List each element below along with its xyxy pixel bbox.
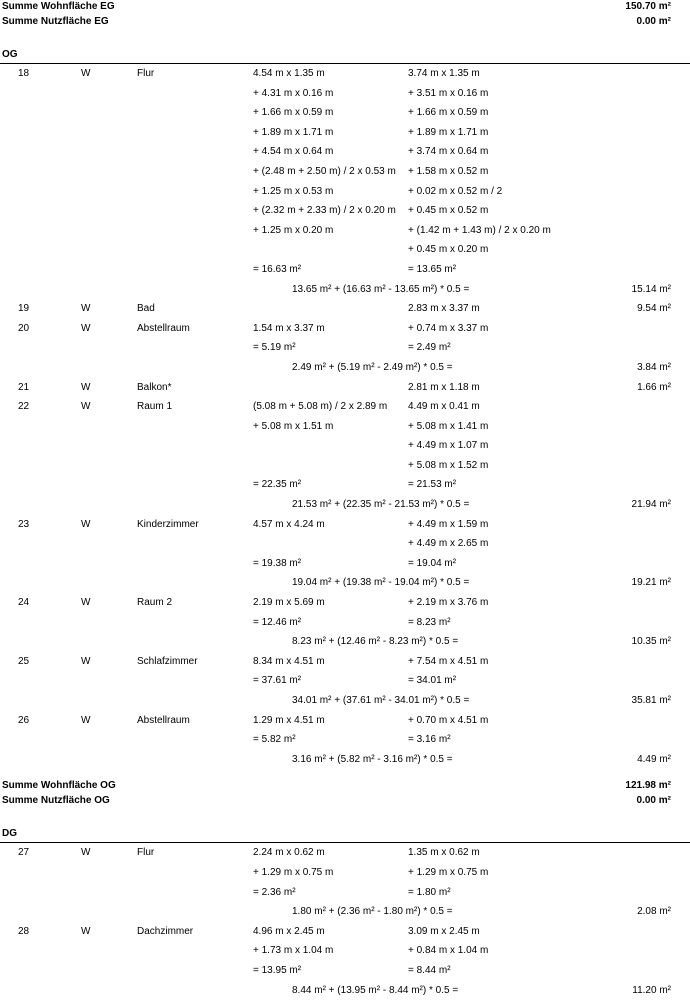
dimension-gross: 8.34 m x 4.51 m — [253, 655, 325, 667]
table-row — [0, 142, 690, 162]
table-row — [0, 843, 690, 863]
table-row — [0, 534, 690, 554]
table-row — [0, 182, 690, 202]
dimension-gross: + 5.08 m x 1.51 m — [253, 420, 334, 432]
dimension-net: + 1.58 m x 0.52 m — [408, 165, 489, 177]
table-row — [0, 883, 690, 903]
dimension-gross: = 16.63 m² — [253, 263, 302, 275]
dimension-net: + 3.51 m x 0.16 m — [408, 87, 489, 99]
area-result: 1.66 m² — [637, 381, 671, 393]
table-row — [0, 632, 690, 652]
dimension-gross: + 1.29 m x 0.75 m — [253, 866, 334, 878]
dimension-net: + 1.89 m x 1.71 m — [408, 126, 489, 138]
area-formula: 34.01 m² + (37.61 m² - 34.01 m²) * 0.5 = — [292, 695, 470, 706]
room-number: 27 — [18, 847, 30, 859]
dimension-gross: + (2.48 m + 2.50 m) / 2 x 0.53 m — [253, 165, 396, 177]
dimension-gross: 2.24 m x 0.62 m — [253, 847, 325, 859]
table-row — [0, 691, 690, 711]
dimension-gross: = 5.19 m² — [253, 342, 296, 354]
dimension-gross: 4.54 m x 1.35 m — [253, 68, 325, 79]
dimension-net: = 19.04 m² — [408, 557, 457, 569]
og-summary — [0, 779, 690, 809]
dimension-gross: 1.29 m x 4.51 m — [253, 714, 325, 726]
dimension-net: = 34.01 m² — [408, 675, 457, 687]
table-row — [0, 123, 690, 143]
table-row — [0, 515, 690, 535]
room-name: Abstellraum — [137, 714, 190, 726]
room-number: 28 — [18, 925, 30, 937]
og-room-table — [0, 64, 690, 769]
area-result: 19.21 m² — [631, 577, 671, 589]
dimension-net: + 5.08 m x 1.41 m — [408, 420, 489, 432]
area-result: 21.94 m² — [631, 499, 671, 511]
table-row — [0, 652, 690, 672]
room-name: Bad — [137, 303, 155, 315]
dimension-net: + 0.45 m x 0.20 m — [408, 244, 489, 256]
dimension-net: 1.35 m x 0.62 m — [408, 847, 480, 859]
room-type: W — [81, 518, 91, 530]
table-row — [0, 554, 690, 574]
room-type: W — [81, 303, 91, 315]
summary-row — [0, 0, 690, 15]
dimension-net: = 1.80 m² — [408, 886, 451, 898]
table-row — [0, 593, 690, 613]
table-row — [0, 750, 690, 770]
dimension-gross: + 1.73 m x 1.04 m — [253, 945, 334, 957]
summary-row — [0, 779, 690, 794]
table-row — [0, 378, 690, 398]
room-type: W — [81, 925, 91, 937]
dimension-net: = 3.16 m² — [408, 734, 451, 746]
dimension-gross: + 4.54 m x 0.64 m — [253, 146, 334, 158]
room-name: Raum 2 — [137, 597, 173, 609]
dimension-net: 2.83 m x 3.37 m — [408, 303, 480, 315]
area-formula: 19.04 m² + (19.38 m² - 19.04 m²) * 0.5 = — [292, 577, 470, 589]
dimension-net: = 13.65 m² — [408, 263, 457, 275]
dimension-gross: = 22.35 m² — [253, 479, 302, 491]
room-type: W — [81, 714, 91, 726]
summary-row — [0, 15, 690, 30]
area-result: 2.08 m² — [637, 906, 671, 918]
area-formula: 8.44 m² + (13.95 m² - 8.44 m²) * 0.5 = — [292, 984, 459, 996]
dimension-gross: + (2.32 m + 2.33 m) / 2 x 0.20 m — [253, 205, 396, 217]
dimension-net: = 2.49 m² — [408, 342, 451, 354]
dimension-gross: = 12.46 m² — [253, 616, 302, 628]
dimension-gross: + 1.25 m x 0.20 m — [253, 224, 334, 236]
dimension-net: + 3.74 m x 0.64 m — [408, 146, 489, 158]
table-row — [0, 240, 690, 260]
table-row — [0, 338, 690, 358]
dimension-net: + 2.19 m x 3.76 m — [408, 597, 489, 609]
table-row — [0, 299, 690, 319]
area-formula: 13.65 m² + (16.63 m² - 13.65 m²) * 0.5 = — [292, 283, 470, 295]
room-name: Abstellraum — [137, 322, 190, 334]
area-formula: 3.16 m² + (5.82 m² - 3.16 m²) * 0.5 = — [292, 753, 453, 765]
summary-label: Summe Nutzfläche EG — [2, 16, 109, 27]
summary-value: 0.00 m² — [636, 795, 671, 807]
room-number: 22 — [18, 401, 30, 413]
area-result: 4.49 m² — [637, 753, 671, 765]
dimension-net: 2.81 m x 1.18 m — [408, 381, 480, 393]
summary-label: Summe Wohnfläche EG — [2, 1, 115, 12]
area-result: 11.20 m² — [632, 984, 671, 996]
dimension-gross: = 2.36 m² — [253, 886, 296, 898]
section-title: DG — [2, 828, 17, 840]
area-formula: 8.23 m² + (12.46 m² - 8.23 m²) * 0.5 = — [292, 636, 459, 648]
table-row — [0, 201, 690, 221]
table-row — [0, 436, 690, 456]
table-row — [0, 981, 690, 1000]
dimension-net: + 4.49 m x 1.59 m — [408, 518, 489, 530]
dimension-net: + 0.84 m x 1.04 m — [408, 945, 489, 957]
section-title: OG — [2, 49, 18, 60]
dimension-gross: 2.19 m x 5.69 m — [253, 597, 325, 609]
room-name: Raum 1 — [137, 401, 173, 413]
dimension-gross: = 19.38 m² — [253, 557, 302, 569]
table-row — [0, 863, 690, 883]
table-row — [0, 84, 690, 104]
room-number: 24 — [18, 597, 30, 609]
eg-summary — [0, 0, 690, 30]
section-header-og — [0, 43, 690, 64]
table-row — [0, 221, 690, 241]
table-row — [0, 358, 690, 378]
room-number: 19 — [18, 303, 30, 315]
area-result: 3.84 m² — [637, 361, 671, 373]
room-type: W — [81, 597, 91, 609]
dimension-gross: + 4.31 m x 0.16 m — [253, 87, 334, 99]
summary-value: 150.70 m² — [625, 1, 671, 12]
section-header-dg — [0, 822, 690, 843]
room-type: W — [81, 847, 91, 859]
table-row — [0, 417, 690, 437]
room-number: 23 — [18, 518, 30, 530]
dimension-gross: 4.96 m x 2.45 m — [253, 925, 325, 937]
dimension-net: + 7.54 m x 4.51 m — [408, 655, 489, 667]
dimension-gross: = 5.82 m² — [253, 734, 296, 746]
table-row — [0, 456, 690, 476]
area-result: 35.81 m² — [631, 695, 671, 706]
dimension-net: + 0.70 m x 4.51 m — [408, 714, 489, 726]
room-type: W — [81, 381, 91, 393]
room-number: 21 — [18, 381, 30, 393]
summary-label: Summe Wohnfläche OG — [2, 780, 116, 792]
table-row — [0, 941, 690, 961]
dimension-gross: = 13.95 m² — [253, 964, 302, 976]
area-result: 10.35 m² — [631, 636, 671, 648]
room-type: W — [81, 401, 91, 413]
dimension-gross: + 1.89 m x 1.71 m — [253, 126, 334, 138]
dimension-net: + 1.66 m x 0.59 m — [408, 107, 489, 119]
table-row — [0, 64, 690, 84]
dimension-net: = 21.53 m² — [408, 479, 457, 491]
table-row — [0, 613, 690, 633]
area-formula: 2.49 m² + (5.19 m² - 2.49 m²) * 0.5 = — [292, 361, 453, 373]
room-name: Flur — [137, 68, 155, 79]
dimension-net: + (1.42 m + 1.43 m) / 2 x 0.20 m — [408, 224, 551, 236]
dimension-net: + 0.45 m x 0.52 m — [408, 205, 489, 217]
area-result: 15.14 m² — [631, 283, 671, 295]
dimension-gross: (5.08 m + 5.08 m) / 2 x 2.89 m — [253, 401, 388, 413]
table-row — [0, 711, 690, 731]
dimension-net: 3.09 m x 2.45 m — [408, 925, 480, 937]
summary-label: Summe Nutzfläche OG — [2, 795, 110, 807]
dimension-gross: 4.57 m x 4.24 m — [253, 518, 325, 530]
dimension-net: + 4.49 m x 2.65 m — [408, 538, 489, 550]
table-row — [0, 922, 690, 942]
room-number: 26 — [18, 714, 30, 726]
summary-value: 0.00 m² — [636, 16, 671, 27]
room-name: Flur — [137, 847, 155, 859]
table-row — [0, 671, 690, 691]
dimension-gross: + 1.25 m x 0.53 m — [253, 185, 334, 197]
dimension-net: 4.49 m x 0.41 m — [408, 401, 480, 413]
room-name: Kinderzimmer — [137, 518, 199, 530]
table-row — [0, 260, 690, 280]
table-row — [0, 319, 690, 339]
dimension-net: + 4.49 m x 1.07 m — [408, 440, 489, 452]
dimension-net: + 1.29 m x 0.75 m — [408, 866, 489, 878]
dimension-gross: 1.54 m x 3.37 m — [253, 322, 325, 334]
room-number: 20 — [18, 322, 30, 334]
area-formula: 1.80 m² + (2.36 m² - 1.80 m²) * 0.5 = — [292, 906, 453, 918]
room-number: 25 — [18, 655, 30, 667]
room-name: Schlafzimmer — [137, 655, 198, 667]
table-row — [0, 475, 690, 495]
table-row — [0, 162, 690, 182]
table-row — [0, 961, 690, 981]
summary-value: 121.98 m² — [625, 780, 671, 792]
dimension-net: = 8.23 m² — [408, 616, 451, 628]
area-result: 9.54 m² — [637, 303, 671, 315]
table-row — [0, 902, 690, 922]
room-type: W — [81, 68, 91, 79]
area-formula: 21.53 m² + (22.35 m² - 21.53 m²) * 0.5 = — [292, 499, 470, 511]
room-type: W — [81, 322, 91, 334]
room-type: W — [81, 655, 91, 667]
room-name: Balkon* — [137, 381, 172, 393]
room-number: 18 — [18, 68, 30, 79]
dimension-net: + 0.02 m x 0.52 m / 2 — [408, 185, 503, 197]
table-row — [0, 495, 690, 515]
room-name: Dachzimmer — [137, 925, 194, 937]
summary-row — [0, 794, 690, 809]
dimension-gross: = 37.61 m² — [253, 675, 302, 687]
dimension-net: = 8.44 m² — [408, 964, 451, 976]
dg-room-table — [0, 843, 690, 1000]
table-row — [0, 280, 690, 300]
dimension-net: 3.74 m x 1.35 m — [408, 68, 480, 79]
table-row — [0, 730, 690, 750]
dimension-net: + 5.08 m x 1.52 m — [408, 459, 489, 471]
dimension-net: + 0.74 m x 3.37 m — [408, 322, 489, 334]
table-row — [0, 573, 690, 593]
table-row — [0, 103, 690, 123]
table-row — [0, 397, 690, 417]
dimension-gross: + 1.66 m x 0.59 m — [253, 107, 334, 119]
